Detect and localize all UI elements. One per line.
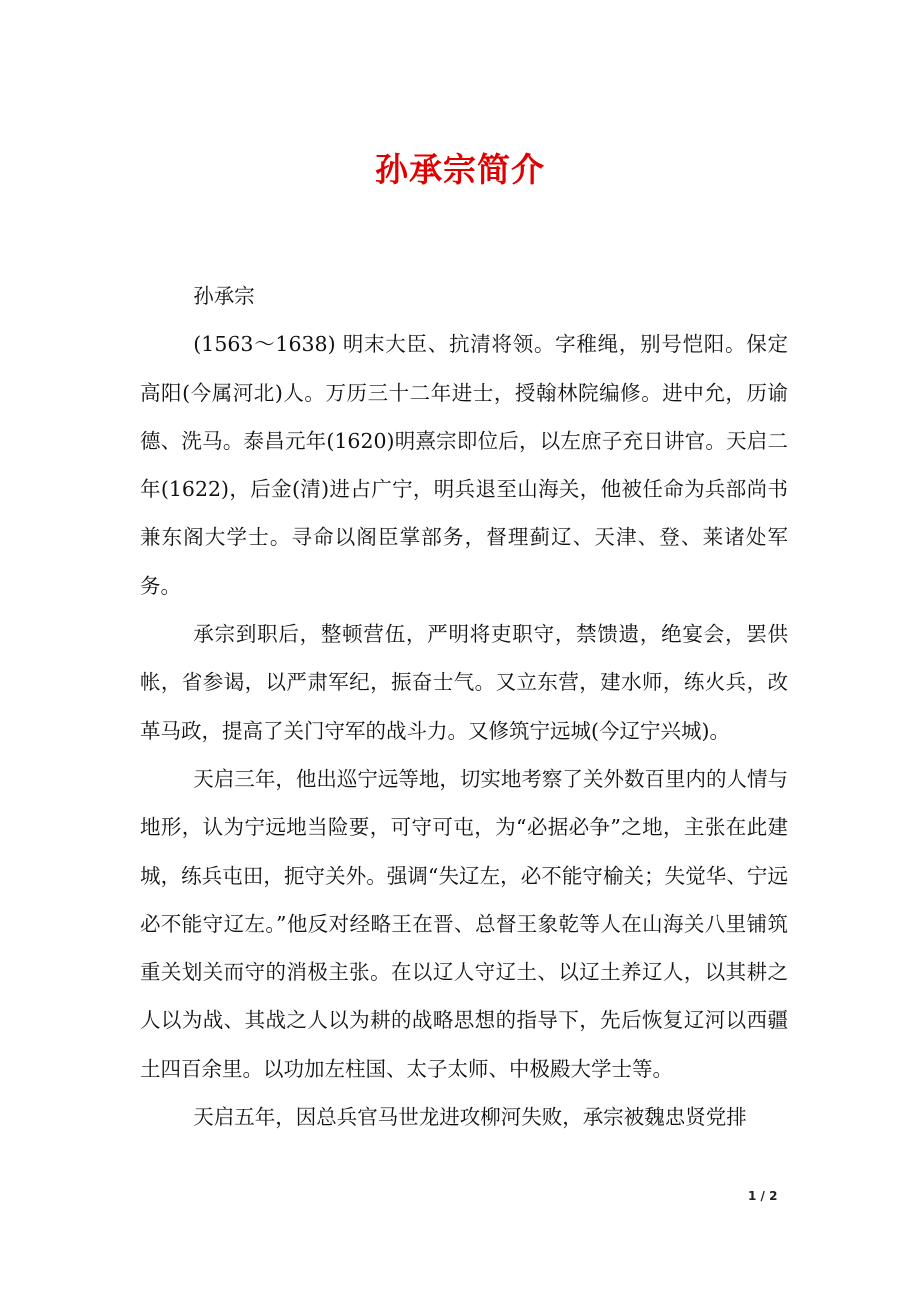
- name-line: 孙承宗: [193, 284, 255, 308]
- paragraph-biography: (1563～1638) 明末大臣、抗清将领。字稚绳，别号恺阳。保定高阳(今属河北)人。万历三十二年进士，授翰林院编修。进中允，历谕德、洗马。泰昌元年(1620)明熹宗即位后，以左庶子充日讲官。天启二年(1622)，后金(清)进占广宁，明兵退至山海关，他被任命为兵部尚书兼东阁大学士。寻命以阁臣掌部务，督理蓟辽、天津、登、莱诸处军务。: [140, 332, 788, 598]
- document-body: [140, 272, 788, 1141]
- paragraph-reforms: 承宗到职后，整顿营伍，严明将吏职守，禁馈遗，绝宴会，罢供帐，省参谒，以严肃军纪，振奋士气。又立东营，建水师，练火兵，改革马政，提高了关门守军的战斗力。又修筑宁远城(今辽宁兴城)。: [140, 622, 788, 743]
- paragraph-dismissal: 天启五年，因总兵官马世龙进攻柳河失败，承宗被魏忠贤党排: [193, 1105, 747, 1130]
- document-title: 孙承宗简介: [375, 150, 545, 189]
- paragraph-strategy: 天启三年，他出巡宁远等地，切实地考察了关外数百里内的人情与地形，认为宁远地当险要，可守可屯，为“必据必争”之地，主张在此建城，练兵屯田，扼守关外。强调“失辽左，必不能守榆关；失觉华、宁远必不能守辽左。”他反对经略王在晋、总督王象乾等人在山海关八里铺筑重关划关而守的消极主张。在以辽人守辽土、以辽土养辽人，以其耕之人以为战、其战之人以为耕的战略思想的指导下，先后恢复辽河以西疆土四百余里。以功加左柱国、太子太师、中极殿大学士等。: [140, 766, 788, 1081]
- page-number: 1 / 2: [748, 1189, 778, 1203]
